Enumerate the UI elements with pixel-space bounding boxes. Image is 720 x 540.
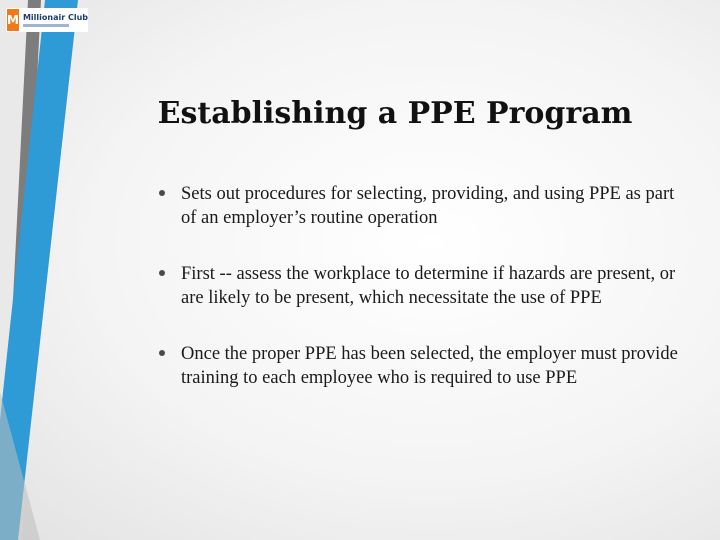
- slide-title: Establishing a PPE Program: [157, 96, 633, 131]
- bullet-text: First -- assess the workplace to determine if hazards are present, or are likely to be present, which necessitate the use of PPE: [181, 264, 676, 308]
- decorative-stripes: [0, 0, 120, 540]
- bullet-text: Sets out procedures for selecting, providing, and using PPE as part of an employer’s routine operation: [181, 184, 675, 228]
- bullet-item: [156, 182, 686, 230]
- logo-mark-icon: M: [7, 9, 19, 31]
- bullet-dot-icon: [159, 350, 165, 356]
- bullet-dot-icon: [159, 270, 165, 276]
- bullet-dot-icon: [159, 190, 165, 196]
- logo-name: Millionair Club: [22, 13, 88, 22]
- logo-underline: [23, 24, 69, 27]
- bullet-list: [156, 182, 686, 390]
- bullet-text: Once the proper PPE has been selected, the employer must provide training to each employee who is required to use PPE: [181, 344, 678, 388]
- bullet-item: [156, 262, 686, 310]
- club-logo: [6, 8, 88, 32]
- logo-text: [23, 13, 88, 27]
- bullet-item: [156, 342, 686, 390]
